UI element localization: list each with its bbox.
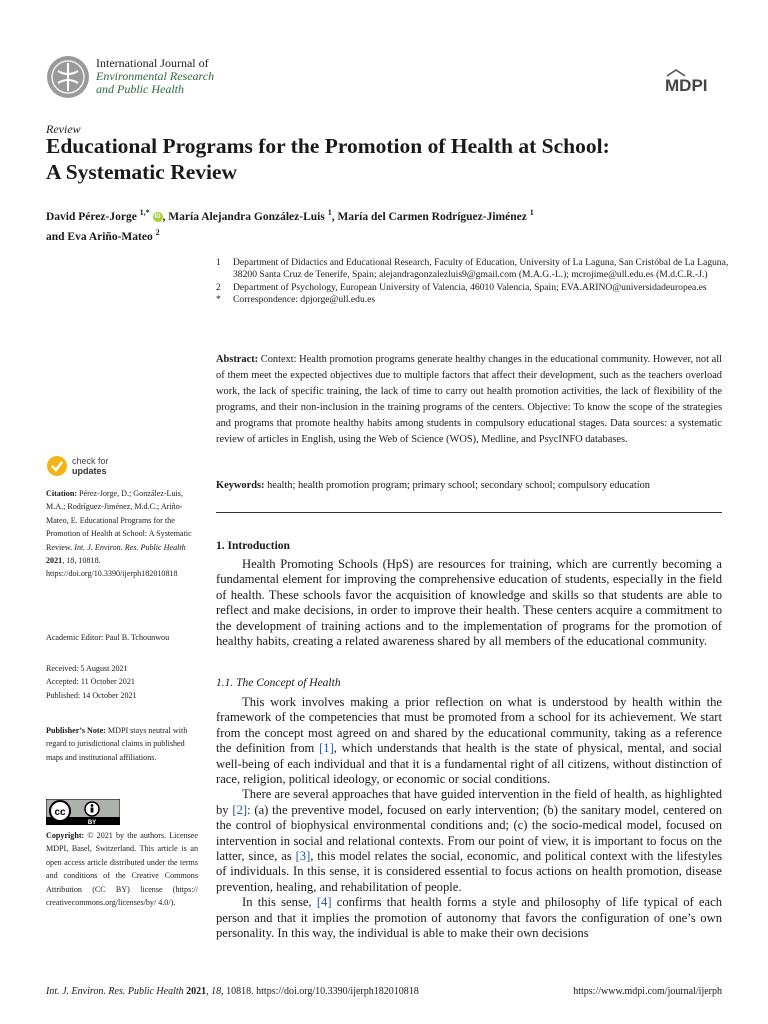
citation-label: Citation: — [46, 489, 78, 498]
divider — [216, 512, 722, 513]
author-2-sup: 1 — [327, 208, 332, 217]
paragraph-text: : (a) the preventive model, focused on early intervention; (b) the sanitary model, centered on the control of biophysical environmental conditions and; (c) the socio-medical model, focused on intervention in social and relational contexts. From our point of view, it is important to focus on the latter, since, as — [216, 802, 723, 864]
author-2[interactable]: , María Alejandra González-Luis — [162, 210, 325, 223]
check-icon — [46, 455, 68, 477]
paragraph-text: , which understands that health is the state of physical, mental, and social well-being of each individual and that it is a fundamental right of all citizens, without distinction of race, religion, political ideology, or economic or social conditions. — [216, 741, 722, 787]
check-for-updates-badge[interactable] — [46, 455, 109, 477]
citation-link[interactable]: [4] — [316, 895, 332, 910]
publisher-note-text: MDPI stays neutral with regard to jurisdictional claims in published maps and institutional affiliations. — [46, 726, 188, 762]
check-line2: updates — [72, 466, 107, 476]
affiliation-item — [216, 294, 736, 306]
paragraph-text: This work involves making a prior reflection on what is understood by health within the framework of the competencies that must be promoted from a school for its achievement. We start from the concept most agreed on and shared by the educational community, taking as a reference the definition from — [216, 695, 722, 756]
paragraph — [216, 695, 722, 787]
check-line1: check for — [72, 456, 109, 466]
title-line1: Educational Programs for the Promotion of Health at School: — [46, 134, 610, 158]
mdpi-logo-icon — [664, 66, 722, 96]
affiliations — [216, 257, 736, 307]
affiliation-mark: * — [216, 294, 221, 306]
citation-link[interactable]: [2] — [232, 802, 248, 817]
author-4-sup: 2 — [155, 227, 160, 237]
academic-editor: Academic Editor: Paul B. Tchounwou — [46, 633, 170, 642]
affiliation-item — [216, 257, 736, 282]
citation-block — [46, 487, 198, 581]
footer-year: 2021 — [183, 986, 207, 997]
footer-journal: Int. J. Environ. Res. Public Health — [46, 986, 184, 997]
affiliation-text: Department of Didactics and Educational Research, Faculty of Education, University of La Laguna, San Cristóbal de La Laguna, 38200 Santa Cruz de Tenerife, Spain; alejandragonzalezluis9@gmail.com (M.A.G.-L.); mcrojime@ull.edu.es (M.d.C.R.-J.) — [233, 257, 729, 281]
affiliation-mark: 1 — [216, 257, 221, 268]
intro-p1: Health Promoting Schools (HpS) are resources for training, which are currently becoming a fundamental element for improving the comprehensive education of students, especially in the field of health. These schools favor the acquisition of knowledge and skills so that students are able to reflect and make decisions, in order to improve their health. These centers acquire a commitment to the development of training actions and to the implementation of programs for the promotion of healthy habits, creating a related awareness shared by all members of the educational community. — [216, 557, 722, 649]
abstract — [216, 352, 722, 448]
paragraph-text: , this model relates the social, economic, and political context with the lifestyles of individuals. In this sense, it is considered essential to focus actions on health promotion, disease prevention, healing, and rehabilitation of people. — [216, 849, 722, 894]
affiliation-mark: 2 — [216, 281, 221, 293]
title-line2: A Systematic Review — [46, 160, 238, 184]
abstract-label: Abstract: — [216, 354, 259, 365]
citation-doi[interactable]: , 10818. https://doi.org/10.3390/ijerph182010818 — [46, 556, 178, 579]
correspondence-text[interactable]: Correspondence: dpjorge@ull.edu.es — [233, 294, 376, 306]
keywords — [216, 479, 722, 493]
subsection-heading: 1.1. The Concept of Health — [216, 677, 341, 689]
by-label: BY — [87, 820, 97, 825]
cc-by-license-icon[interactable] — [46, 799, 120, 825]
intro-paragraph — [216, 557, 722, 649]
paragraph-text: In this sense, — [242, 895, 317, 910]
published-date: Published: 14 October 2021 — [46, 690, 137, 700]
section-heading: 1. Introduction — [216, 540, 290, 552]
author-list — [46, 205, 736, 245]
journal-name-line3: and Public Health — [96, 82, 184, 96]
copyright-label: Copyright: — [46, 831, 85, 840]
author-1-sup: 1,* — [139, 208, 150, 217]
journal-name — [96, 57, 214, 96]
citation-volume: , 18 — [62, 556, 75, 566]
paragraph-text: There are several approaches that have guided intervention in the field of health, as highlighted by — [216, 787, 722, 817]
paragraph — [216, 895, 722, 941]
orcid-icon[interactable]: iD — [154, 214, 161, 221]
affiliation-item — [216, 282, 736, 294]
citation-text: Pérez-Jorge, D.; González-Luis, M.A.; Rodríguez-Jiménez, M.d.C.; Ariño-Mateo, E. Educational Programs for the Promotion of Health at School: A Systematic Review. — [46, 489, 192, 552]
copyright-block — [46, 829, 198, 909]
cc-label: cc — [54, 807, 66, 818]
journal-name-line2: Environmental Research — [96, 69, 215, 83]
footer-doi[interactable]: , 10818. https://doi.org/10.3390/ijerph182010818 — [221, 986, 419, 997]
affiliation-text: Department of Psychology, European University of Valencia, 46010 Valencia, Spain; EVA.ARINO@universidadeuropea.es — [233, 281, 707, 293]
article-type: Review — [46, 122, 81, 136]
publisher-note-label: Publisher’s Note: — [46, 726, 106, 735]
accepted-date: Accepted: 11 October 2021 — [46, 677, 135, 687]
author-3-sup: 1 — [529, 208, 534, 217]
keywords-text: health; health promotion program; primary school; secondary school; compulsory education — [264, 480, 650, 491]
citation-link[interactable]: [3] — [295, 849, 311, 864]
citation-journal: Int. J. Environ. Res. Public Health — [74, 542, 186, 552]
journal-name-line1: International Journal of — [96, 56, 209, 70]
paragraph-text: confirms that health forms a style and philosophy of life typical of each person and that it implies the promotion of autonomy that favors the configuration of one’s own personality. In this way, the individual is able to make their own decisions — [216, 895, 723, 941]
received-date: Received: 5 August 2021 — [46, 664, 128, 673]
footer-volume: , 18 — [206, 986, 222, 997]
footer-citation — [46, 986, 419, 997]
dates-block — [46, 662, 198, 702]
journal-logo-icon — [46, 55, 90, 99]
citation-link[interactable]: [1] — [319, 741, 334, 756]
footer-url[interactable]: https://www.mdpi.com/journal/ijerph — [573, 986, 722, 997]
author-4[interactable]: and Eva Ariño-Mateo — [46, 230, 153, 243]
keywords-label: Keywords: — [216, 480, 265, 491]
author-3[interactable]: , María del Carmen Rodríguez-Jiménez — [331, 210, 527, 223]
publisher-name: MDPI — [665, 76, 708, 95]
subsection-body — [216, 695, 722, 942]
article-title — [46, 133, 736, 185]
publisher-note — [46, 724, 198, 764]
author-1[interactable]: David Pérez-Jorge — [46, 210, 137, 223]
abstract-text: Context: Health promotion programs generate healthy changes in the educational community. However, not all of them meet the expected objectives due to multiple factors that affect their development, such as the teachers overload work, the lack of specific training, the lack of time to carry out health promotion activities, the lack of flexibility of the programs, and their non-inclusion in the training programs of the centers. Objective: To know the scope of the strategies and programs that promote healthy habits among students in compulsory educational stages. Data sources: a systematic review of articles in English, using the Web of Science (WOS), Medline, and PsycINFO databases. — [216, 354, 722, 445]
copyright-text: © 2021 by the authors. Licensee MDPI, Basel, Switzerland. This article is an open access article distributed under the terms and conditions of the Creative Commons Attribution (CC BY) license (https:// creativecommons.org/licenses/by/ 4.0/). — [46, 831, 198, 908]
paragraph — [216, 787, 722, 895]
page-footer — [46, 986, 722, 997]
citation-year: 2021 — [46, 556, 63, 566]
